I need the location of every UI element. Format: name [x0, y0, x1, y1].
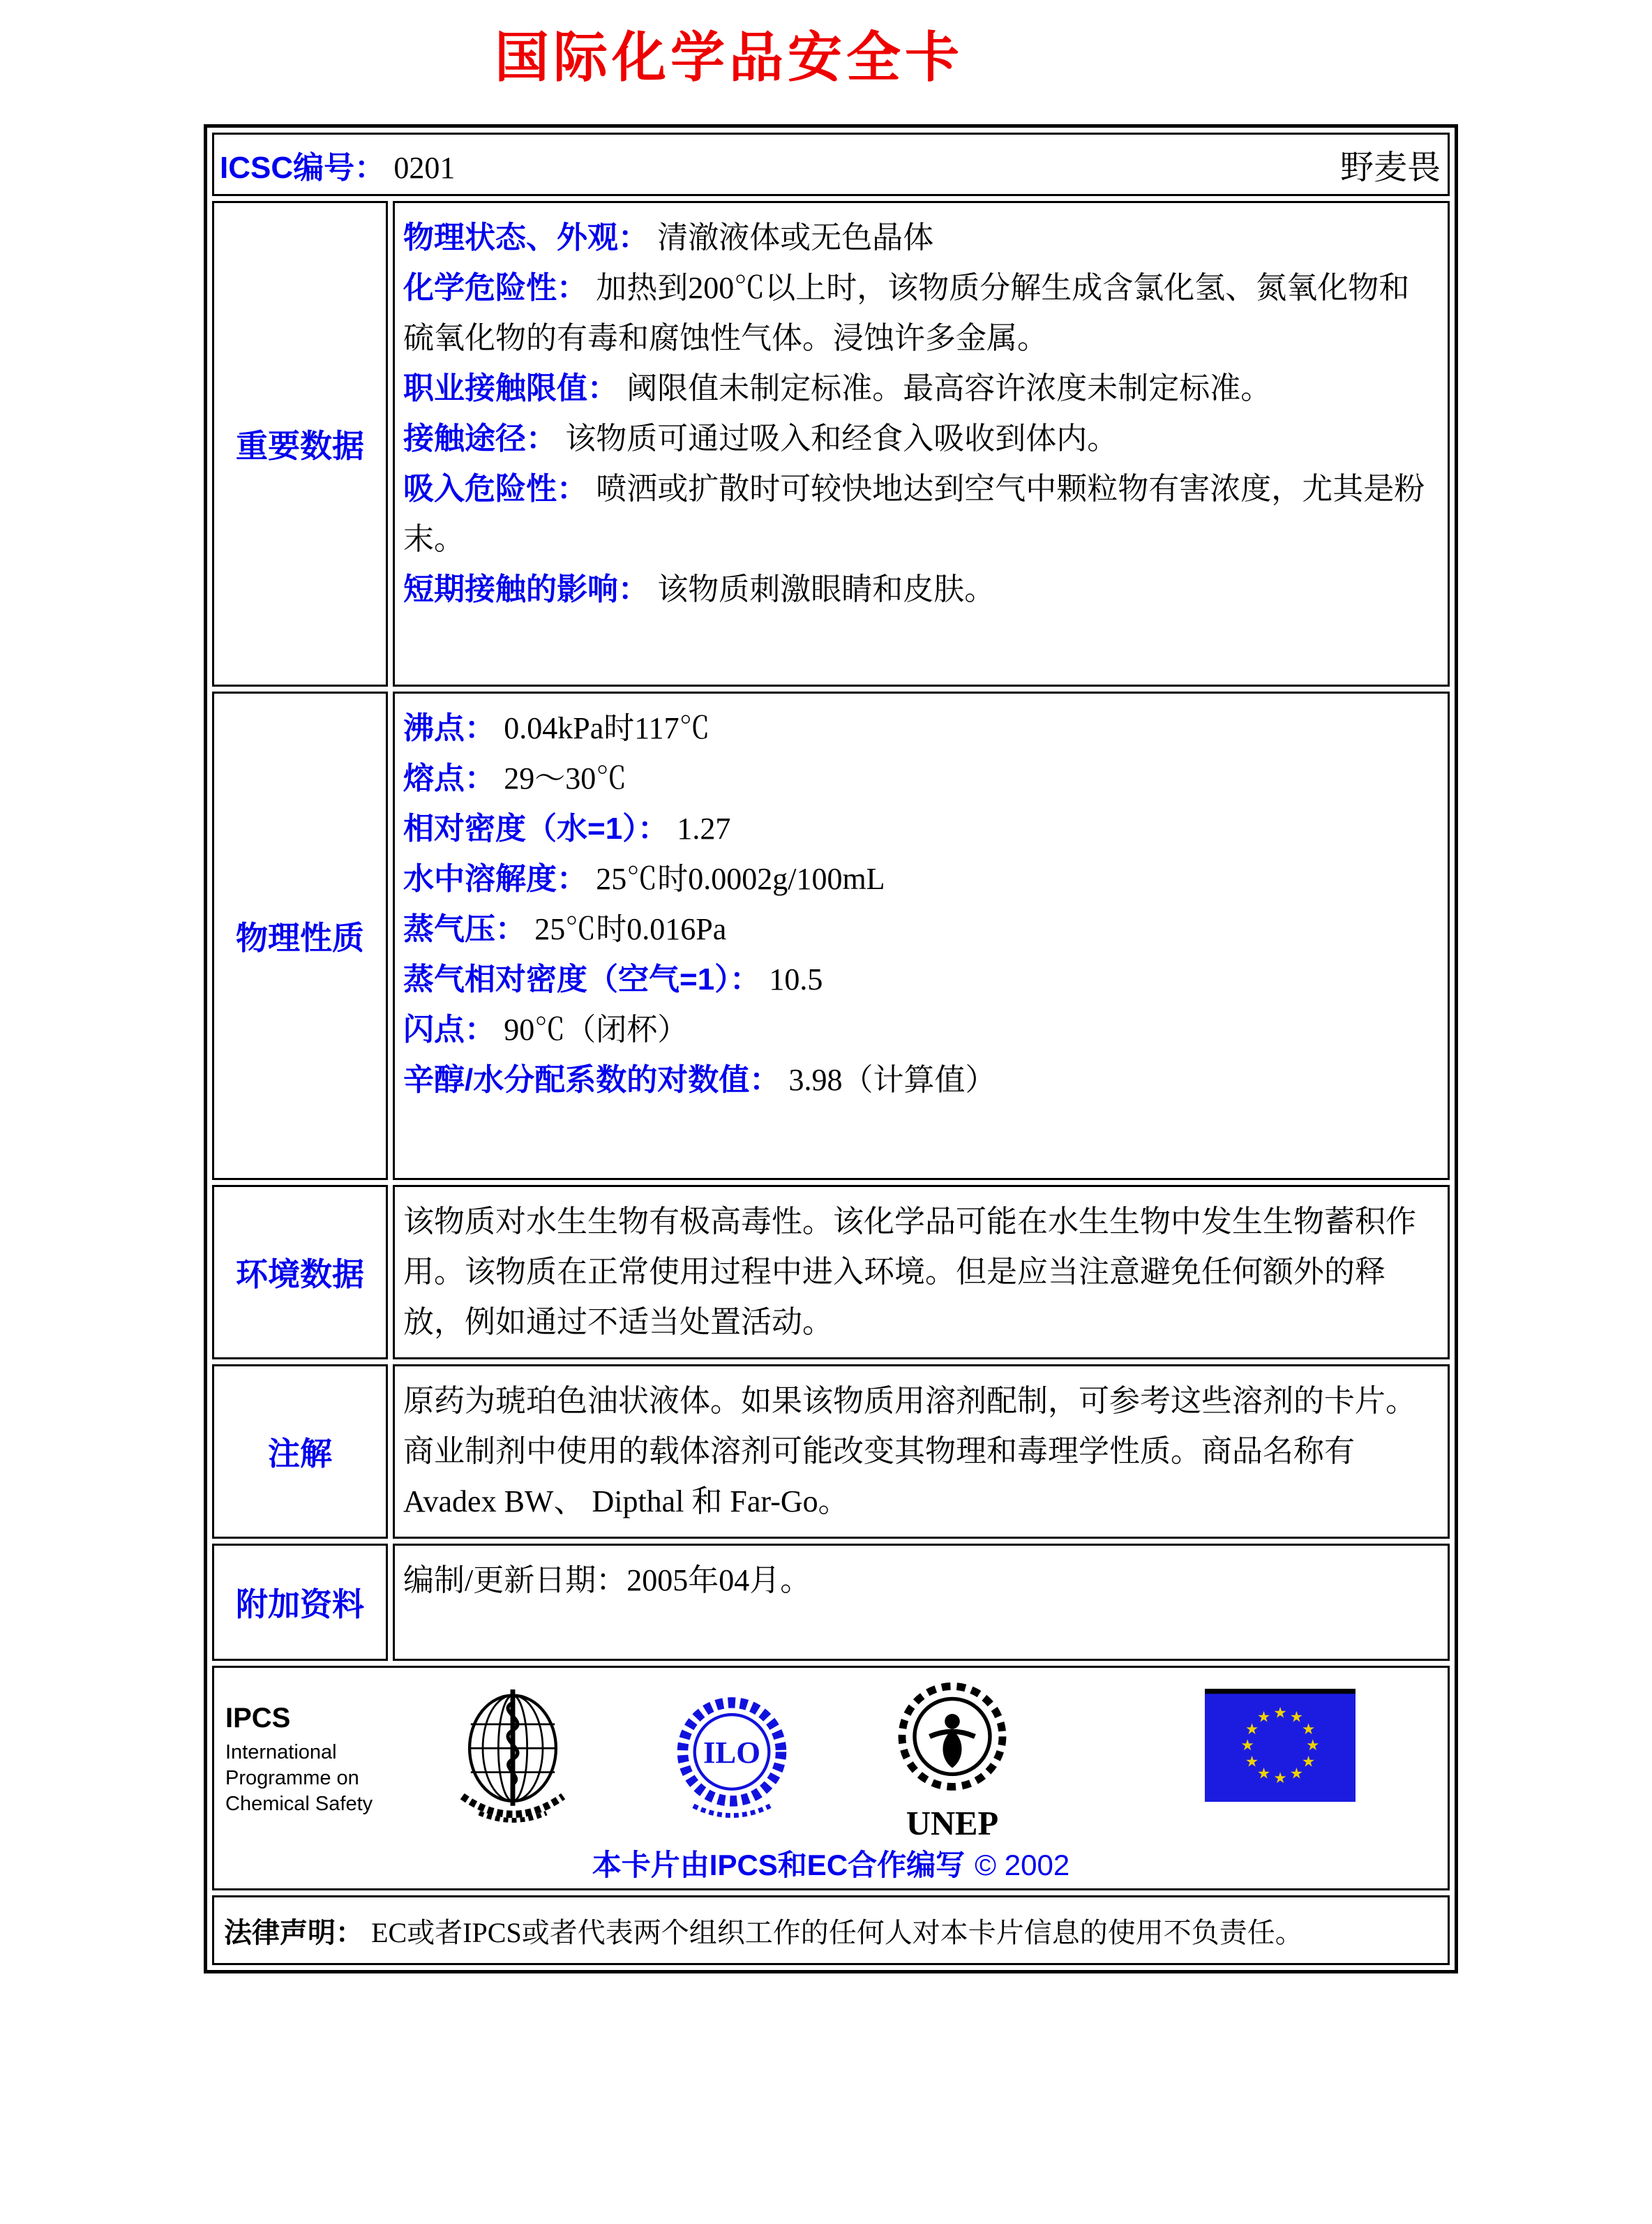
field-value: 该物质刺激眼睛和皮肤。 [657, 572, 996, 606]
svg-text:★: ★ [1301, 1720, 1316, 1738]
svg-text:★: ★ [1273, 1704, 1287, 1722]
svg-text:★: ★ [1245, 1720, 1259, 1738]
field-vapor-pressure [403, 904, 1435, 955]
field-value: 清澈液体或无色晶体 [657, 221, 934, 255]
legal-notice-text: EC或者IPCS或者代表两个组织工作的任何人对本卡片信息的使用不负责任。 [371, 1916, 1303, 1948]
ipcs-line-1: International [225, 1741, 337, 1763]
important-data-content [393, 201, 1450, 687]
field-value: 喷洒或扩散时可较快地达到空气中颗粒物有害浓度，尤其是粉末。 [403, 472, 1425, 556]
field-label: 熔点： [403, 761, 495, 796]
header-row [212, 133, 1450, 196]
ilo-logo-text: ILO [703, 1734, 761, 1770]
icsc-number-label: ICSC编号： [220, 150, 386, 185]
field-value: 加热到200℃以上时，该物质分解生成含氯化氢、氮氧化物和硫氧化物的有毒和腐蚀性气体。浸蚀许多金属。 [403, 271, 1410, 355]
svg-text:★: ★ [1245, 1753, 1259, 1771]
svg-text:★: ★ [1289, 1708, 1304, 1726]
section-label-environmental-data: 环境数据 [212, 1185, 388, 1359]
environmental-data-content [393, 1185, 1450, 1359]
environmental-data-text: 该物质对水生生物有极高毒性。该化学品可能在水生生物中发生生物蓄积作用。该物质在正常使用过程中进入环境。但是应当注意避免任何额外的释放，例如通过不适当处置活动。 [403, 1204, 1416, 1339]
notes-content [393, 1364, 1450, 1539]
field-melting-point [403, 754, 1435, 804]
ilo-logo-icon [672, 1685, 792, 1830]
field-value: 0.04kPa时117℃ [504, 711, 710, 745]
field-inhalation-risk [403, 464, 1435, 565]
icsc-number-value: 0201 [393, 150, 456, 185]
additional-info-row [212, 1544, 1450, 1661]
field-vapor-density [403, 955, 1435, 1005]
field-label: 物理状态、外观： [403, 221, 649, 255]
field-label: 水中溶解度： [403, 862, 587, 896]
legal-notice-label: 法律声明： [224, 1917, 363, 1948]
environmental-data-row [212, 1185, 1450, 1359]
legal-notice-cell [212, 1895, 1450, 1965]
footer-caption [225, 1842, 1436, 1884]
field-label: 蒸气相对密度（空气=1）： [403, 962, 761, 997]
field-label: 辛醇/水分配系数的对数值： [403, 1063, 781, 1097]
additional-info-text: 编制/更新日期：2005年04月。 [403, 1563, 811, 1597]
footer-caption-text: 本卡片由IPCS和EC合作编写 [592, 1849, 966, 1881]
field-short-term-effects [403, 565, 1435, 615]
field-value: 1.27 [677, 812, 731, 846]
field-value: 10.5 [769, 962, 823, 997]
field-exposure-limit [403, 364, 1435, 414]
field-value: 90℃（闭杯） [504, 1013, 689, 1047]
who-logo-icon [453, 1685, 573, 1830]
physical-properties-content [393, 692, 1450, 1180]
field-octanol-water-coefficient [403, 1055, 1435, 1105]
field-value: 该物质可通过吸入和经食入吸收到体内。 [565, 421, 1118, 456]
field-label: 化学危险性： [403, 271, 587, 305]
field-label: 接触途径： [403, 421, 557, 456]
important-data-row [212, 201, 1450, 687]
svg-text:★: ★ [1240, 1737, 1254, 1755]
field-boiling-point [403, 703, 1435, 754]
svg-text:★: ★ [1256, 1708, 1271, 1726]
field-label: 相对密度（水=1）： [403, 812, 669, 846]
svg-text:★: ★ [1289, 1765, 1304, 1783]
field-label: 短期接触的影响： [403, 572, 649, 606]
field-label: 闪点： [403, 1013, 495, 1047]
field-physical-state [403, 213, 1435, 263]
svg-text:★: ★ [1306, 1737, 1320, 1755]
icsc-number [220, 142, 455, 187]
field-label: 沸点： [403, 711, 495, 745]
ipcs-text-block [225, 1699, 419, 1817]
eu-flag-icon [1205, 1689, 1356, 1802]
icsc-card-table [204, 124, 1458, 1973]
field-relative-density [403, 804, 1435, 854]
logos-row [212, 1666, 1450, 1890]
field-value: 29～30℃ [504, 761, 627, 796]
ipcs-line-2: Programme on [225, 1767, 359, 1789]
unep-logo-icon [889, 1676, 1015, 1839]
ipcs-line-3: Chemical Safety [225, 1793, 373, 1815]
section-label-physical-properties: 物理性质 [212, 692, 388, 1180]
legal-notice-row [212, 1895, 1450, 1965]
notes-row [212, 1364, 1450, 1539]
field-label: 吸入危险性： [403, 472, 587, 506]
section-label-additional-info: 附加资料 [212, 1544, 388, 1661]
field-exposure-route [403, 414, 1435, 464]
unep-logo-text: UNEP [906, 1804, 999, 1839]
chemical-name: 野麦畏 [1339, 149, 1441, 186]
field-value: 阈限值未制定标准。最高容许浓度未制定标准。 [626, 371, 1272, 405]
svg-text:★: ★ [1301, 1753, 1316, 1771]
page-title: 国际化学品安全卡 [494, 27, 963, 88]
field-value: 3.98（计算值） [788, 1063, 996, 1097]
logos-cell [212, 1666, 1450, 1890]
field-value: 25℃时0.0002g/100mL [596, 862, 885, 896]
notes-text: 原药为琥珀色油状液体。如果该物质用溶剂配制，可参考这些溶剂的卡片。商业制剂中使用的载体溶剂可能改变其物理和毒理学性质。商品名称有Avadex BW、 Dipthal 和 Far-Go。 [403, 1384, 1416, 1518]
section-label-notes: 注解 [212, 1364, 388, 1539]
field-water-solubility [403, 854, 1435, 904]
field-chemical-danger [403, 263, 1435, 364]
footer-copyright: © 2002 [975, 1849, 1070, 1881]
ipcs-acronym: IPCS [225, 1703, 291, 1733]
svg-text:★: ★ [1273, 1770, 1287, 1787]
field-flash-point [403, 1005, 1435, 1055]
additional-info-content [393, 1544, 1450, 1661]
field-label: 职业接触限值： [403, 371, 618, 405]
header-cell [212, 133, 1450, 196]
svg-text:★: ★ [1256, 1765, 1271, 1783]
logo-strip [225, 1676, 1436, 1839]
physical-properties-row [212, 692, 1450, 1180]
field-label: 蒸气压： [403, 912, 526, 946]
field-value: 25℃时0.016Pa [534, 912, 727, 946]
section-label-important-data: 重要数据 [212, 201, 388, 687]
